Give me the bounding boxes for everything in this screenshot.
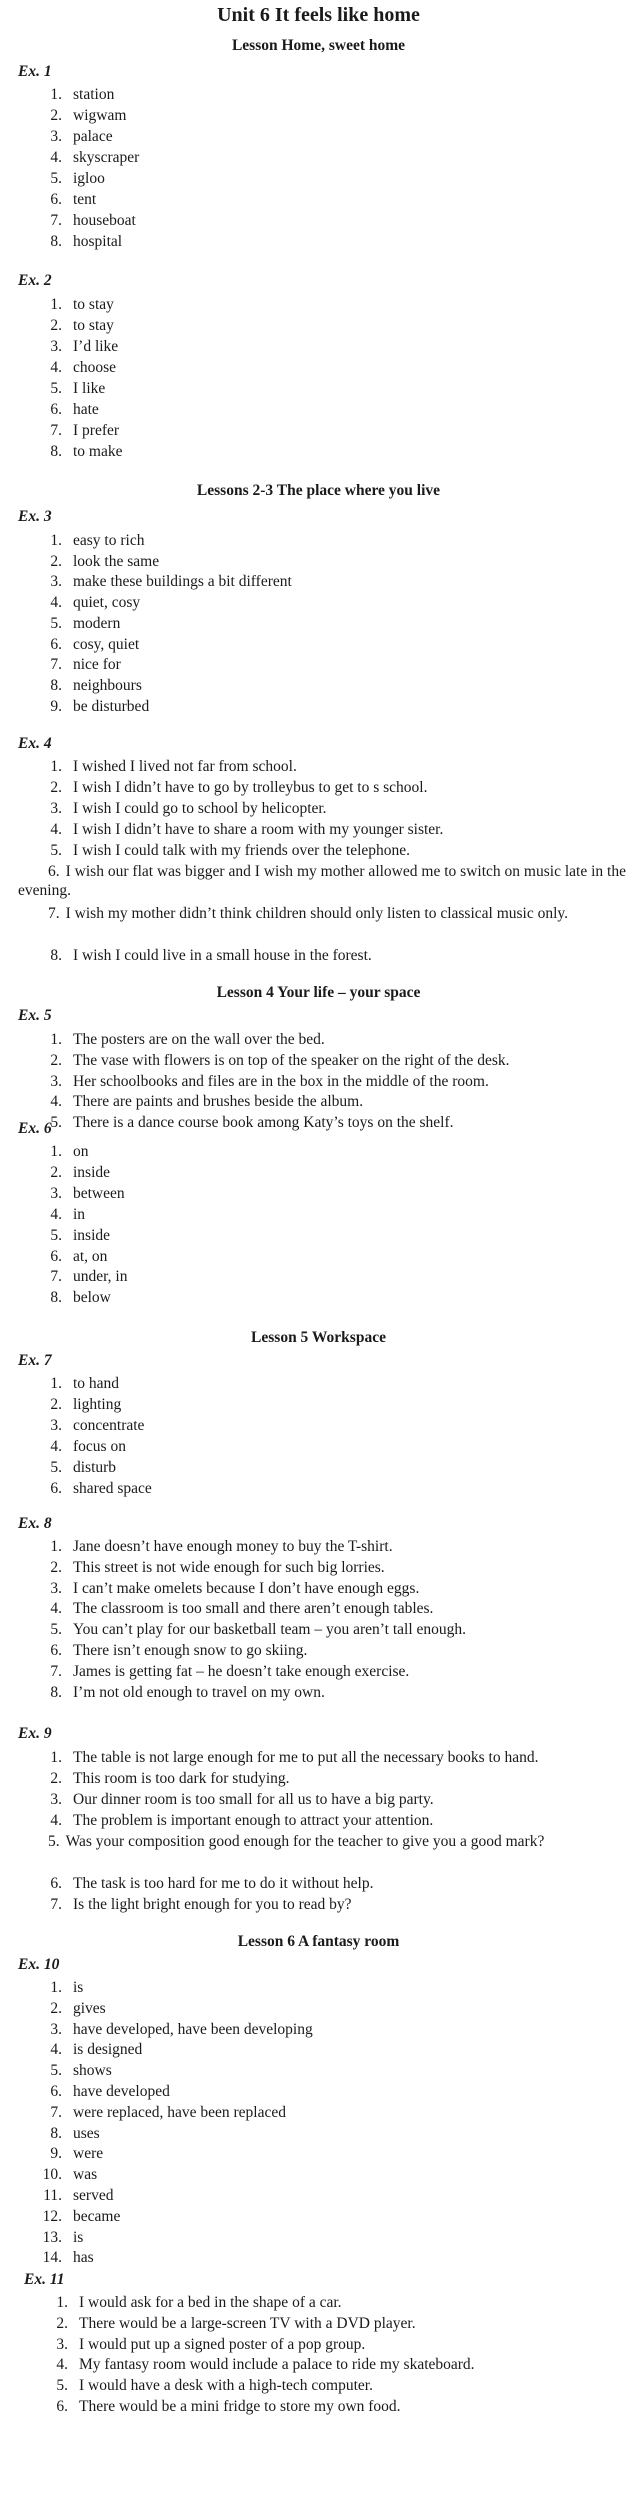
- item-text: My fantasy room would include a palace to ride my skateboard.: [79, 2356, 475, 2374]
- item-number: 4.: [50, 594, 62, 612]
- item-number: 6.: [50, 2083, 62, 2100]
- item-text: to stay: [73, 317, 114, 334]
- item-number: 2.: [50, 107, 62, 124]
- item-text: were replaced, have been replaced: [73, 2103, 286, 2121]
- item-number: 4.: [50, 2041, 62, 2059]
- item-number: 4.: [50, 1093, 62, 1111]
- item-text: to hand: [73, 1375, 120, 1392]
- item-text: look the same: [73, 552, 160, 570]
- item-text: I’d like: [73, 338, 119, 355]
- item-number: 5.: [50, 1226, 62, 1244]
- lesson-title-home: Lesson Home, sweet home: [231, 37, 406, 54]
- list-item: 7. I wish my mother didn’t think children should only listen to classical music only.: [48, 905, 569, 922]
- item-number: 4.: [50, 149, 62, 166]
- item-number: 3.: [50, 1184, 62, 1202]
- item-number: 6.: [50, 635, 62, 653]
- item-text: There isn’t enough snow to go skiing.: [73, 1642, 308, 1659]
- item-text: were: [73, 2145, 104, 2163]
- item-number: 11.: [43, 2187, 62, 2204]
- item-number: 5.: [50, 170, 62, 187]
- exercise-label: Ex. 5: [18, 1007, 52, 1024]
- item-text: focus on: [73, 1438, 126, 1455]
- item-text: James is getting fat – he doesn’t take enough exercise.: [73, 1662, 410, 1680]
- item-text: palace: [73, 128, 113, 145]
- exercise-label: Ex. 10: [18, 1956, 60, 1973]
- item-number: 5.: [56, 2377, 68, 2395]
- item-text: I would ask for a bed in the shape of a car.: [79, 2294, 342, 2311]
- item-text: modern: [73, 614, 121, 632]
- lesson-title-your-life: Lesson 4 Your life – your space: [216, 984, 421, 1001]
- item-text: station: [73, 86, 115, 103]
- item-number: 5.: [50, 380, 62, 397]
- item-text: in: [73, 1205, 86, 1223]
- item-number: 3.: [50, 1072, 62, 1090]
- item-text: I prefer: [73, 422, 120, 439]
- item-text: disturb: [73, 1459, 117, 1476]
- item-number: 6.: [56, 2398, 68, 2415]
- item-text: skyscraper: [73, 149, 140, 166]
- item-text: was: [73, 2166, 98, 2184]
- item-number: 1.: [50, 532, 62, 549]
- item-number: 6.: [50, 401, 62, 418]
- item-number: 2.: [50, 552, 62, 570]
- item-text: gives: [73, 1999, 106, 2017]
- item-number: 8.: [50, 233, 62, 250]
- item-text: inside: [73, 1226, 111, 1244]
- item-text: became: [73, 2207, 121, 2225]
- item-text: hospital: [73, 233, 123, 250]
- item-number: 5.: [50, 1621, 62, 1639]
- item-text: wigwam: [73, 107, 127, 124]
- item-number: 2.: [50, 1558, 62, 1576]
- item-number: 7.: [50, 1662, 62, 1680]
- item-text: at, on: [73, 1247, 108, 1265]
- item-number: 8.: [50, 2124, 62, 2142]
- item-text: shows: [73, 2062, 112, 2080]
- item-text: houseboat: [73, 212, 136, 229]
- item-number: 10.: [42, 2166, 62, 2184]
- item-number: 5.: [50, 2062, 62, 2080]
- item-text: concentrate: [73, 1417, 145, 1434]
- item-number: 1.: [56, 2294, 68, 2311]
- exercise-label: Ex. 3: [18, 508, 52, 525]
- item-text: I would have a desk with a high-tech computer.: [79, 2377, 373, 2395]
- item-number: 6.: [50, 1247, 62, 1265]
- lesson-title-fantasy-room: Lesson 6 A fantasy room: [237, 1933, 400, 1950]
- item-number: 6.: [50, 1642, 62, 1659]
- item-text: I like: [73, 380, 106, 397]
- item-text: make these buildings a bit different: [73, 573, 292, 591]
- item-text: The classroom is too small and there aren’t enough tables.: [73, 1600, 434, 1618]
- item-text: Her schoolbooks and files are in the box in the middle of the room.: [73, 1072, 489, 1090]
- item-text: below: [73, 1289, 111, 1307]
- item-number: 9.: [50, 697, 62, 715]
- item-number: 2.: [50, 317, 62, 334]
- item-number: 4.: [50, 1205, 62, 1223]
- item-number: 8.: [50, 1289, 62, 1307]
- item-text: shared space: [73, 1480, 152, 1497]
- item-text: I would put up a signed poster of a pop group.: [79, 2335, 366, 2353]
- item-number: 7.: [50, 422, 62, 439]
- item-text: You can’t play for our basketball team – you aren’t tall enough.: [73, 1621, 467, 1639]
- list-item: 6. I wish our flat was bigger and I wish my mother allowed me to switch on music late in the evening.: [18, 863, 626, 899]
- item-text: There would be a large-screen TV with a DVD player.: [79, 2314, 416, 2332]
- item-number: 2.: [50, 1051, 62, 1069]
- item-number: 8.: [50, 443, 62, 460]
- exercise-label: Ex. 2: [18, 272, 52, 289]
- item-text: to make: [73, 443, 123, 460]
- item-number: 2.: [56, 2314, 68, 2332]
- item-number: 12.: [42, 2207, 62, 2225]
- item-number: 3.: [50, 573, 62, 591]
- item-number: 1.: [50, 1031, 62, 1048]
- item-number: 1.: [50, 1375, 62, 1392]
- item-text: The vase with flowers is on top of the speaker on the right of the desk.: [73, 1051, 510, 1069]
- exercise-label: Ex. 7: [18, 1352, 52, 1369]
- item-number: 6.: [50, 191, 62, 208]
- item-number: 3.: [56, 2335, 68, 2353]
- item-number: 3.: [50, 128, 62, 145]
- item-text: under, in: [73, 1268, 128, 1286]
- item-number: 7.: [50, 1268, 62, 1286]
- item-text: inside: [73, 1163, 111, 1181]
- item-text: cosy, quiet: [73, 635, 140, 653]
- item-number: 2.: [50, 1163, 62, 1181]
- list-item: 5. Was your composition good enough for the teacher to give you a good mark?: [48, 1833, 545, 1850]
- item-number: 7.: [50, 656, 62, 674]
- item-number: 2.: [50, 1999, 62, 2017]
- lesson-title-workspace: Lesson 5 Workspace: [251, 1329, 386, 1346]
- item-text: have developed: [73, 2083, 170, 2100]
- item-text: There is a dance course book among Katy’s toys on the shelf.: [73, 1114, 454, 1132]
- item-number: 5.: [50, 614, 62, 632]
- item-number: 5.: [50, 1114, 62, 1132]
- item-text: choose: [73, 359, 117, 376]
- item-text: be disturbed: [73, 697, 150, 715]
- item-number: 3.: [50, 1579, 62, 1597]
- item-text: I can’t make omelets because I don’t have enough eggs.: [73, 1579, 420, 1597]
- item-number: 4.: [56, 2356, 68, 2374]
- item-text: quiet, cosy: [73, 594, 141, 612]
- item-number: 7.: [50, 212, 62, 229]
- item-text: I’m not old enough to travel on my own.: [73, 1683, 325, 1701]
- item-text: tent: [73, 191, 97, 208]
- item-number: 1.: [50, 296, 62, 313]
- unit-title: Unit 6 It feels like home: [217, 4, 420, 26]
- item-number: 8.: [50, 1683, 62, 1701]
- item-text: This street is not wide enough for such big lorries.: [73, 1558, 385, 1576]
- item-text: The posters are on the wall over the bed.: [73, 1031, 325, 1048]
- item-number: 5.: [50, 1459, 62, 1476]
- exercise-label: Ex. 9: [18, 1725, 52, 1742]
- item-text: uses: [73, 2124, 100, 2142]
- item-text: on: [73, 1143, 89, 1160]
- item-number: 4.: [50, 359, 62, 376]
- item-text: There are paints and brushes beside the album.: [73, 1093, 364, 1111]
- item-number: 3.: [50, 2020, 62, 2038]
- item-text: lighting: [73, 1396, 122, 1413]
- item-number: 13.: [42, 2228, 62, 2246]
- item-text: has: [73, 2249, 94, 2267]
- item-text: served: [73, 2187, 114, 2204]
- item-text: is: [73, 1979, 84, 1996]
- item-text: is: [73, 2228, 84, 2246]
- answer-key-page: Unit 6 It feels like home Lesson Home, sweet home Ex. 1 1. station 2. wigwam 3. palace 4. skyscraper 5. igloo 6. tent 7. houseboat 8. hospital Ex. 2 1. to stay 2. to stay 3. I’d like 4. choose 5. I like 6. hate 7. I prefer 8. to make Lessons 2-3 The place where you live Ex. 3 1. easy to rich 2. look the same 3. make these buildings a bit different 4. quiet, cosy 5. modern 6. cosy, quiet 7. nice for 8. neighbours 9. be disturbed Ex. 4 1. I wished I lived not far from school. 2. I wish I didn’t have to go by trolleybus to get to s school. 3. I wish I could go to school by helicopter. 4. I wish I didn’t have to share a room with my younger sister. 5. I wish I could talk with my friends over the telephone. 6. I wish our flat was bigger and I wish my mother allowed me to switch on music late in the evening. 7. I wish my mother didn’t think children should only listen to classical music only. 8. I wish I could live in a small house in the forest. Lesson 4 Your life – your space Ex. 5 1. The posters are on the wall over the bed. 2. The vase with flowers is on top of the speaker on the right of the desk. 3. Her schoolbooks and files are in the box in the middle of the room. 4. There are paints and brushes beside the album. 5. There is a dance course book among Katy’s toys on the shelf. Ex. 6 1. on 2. inside 3. between 4. in 5. inside 6. at, on 7. under, in 8. below Lesson 5 Workspace Ex. 7 1. to hand 2. lighting 3. concentrate 4. focus on 5. disturb 6. shared space Ex. 8 1. Jane doesn’t have enough money to buy the T-shirt. 2. This street is not wide enough for such big lorries. 3. I can’t make omelets because I don’t have enough eggs. 4. The classroom is too small and there aren’t enough tables. 5. You can’t play for our basketball team – you aren’t tall enough. 6. There isn’t enough snow to go skiing. 7. James is getting fat – he doesn’t take enough exercise. 8. I’m not old enough to travel on my own. Ex. 9 1. The table is not large enough for me to put all the necessary books to hand. 2. This room is too dark for studying. 3. Our dinner room is too small for all us to have a big party. 4. The problem is important enough to attract your attention. 5. Was your composition good enough for the teacher to give you a good mark? 6. The task is too hard for me to do it without help. 7. Is the light bright enough for you to read by? Lesson 6 A fantasy room Ex. 10 1. is 2. gives 3. have developed, have been developing 4. is designed 5. shows 6. have developed 7. were replaced, have been replaced 8. uses 9. were 10. was 11. served 12. became 13. is 14. has Ex. 11 1. I would ask for a bed in the shape of a car. 2. There would be a large-screen TV with a DVD player. 3. I would put up a signed poster of a pop group. 4. My fantasy room would include a palace to ride my skateboard. 5. I would have a desk with a high-tech computer. 6. There would be a mini fridge to store my own food.: [0, 0, 637, 2519]
- item-text: to stay: [73, 296, 114, 313]
- item-number: 14.: [42, 2249, 62, 2267]
- item-number: 8.: [50, 676, 62, 694]
- lesson-title-place: Lessons 2-3 The place where you live: [196, 482, 441, 499]
- item-text: is designed: [73, 2041, 143, 2059]
- item-text: neighbours: [73, 676, 142, 694]
- item-text: There would be a mini fridge to store my own food.: [79, 2398, 401, 2415]
- item-text: easy to rich: [73, 532, 145, 549]
- item-text: between: [73, 1184, 125, 1202]
- item-number: 4.: [50, 1600, 62, 1618]
- item-number: 1.: [50, 86, 62, 103]
- item-text: Jane doesn’t have enough money to buy the T-shirt.: [73, 1538, 393, 1555]
- item-number: 6.: [50, 1480, 62, 1497]
- item-number: 9.: [50, 2145, 62, 2163]
- item-number: 3.: [50, 1417, 62, 1434]
- item-text: igloo: [73, 170, 105, 187]
- item-number: 2.: [50, 1396, 62, 1413]
- item-number: 1.: [50, 1143, 62, 1160]
- item-text: have developed, have been developing: [73, 2020, 313, 2038]
- item-text: nice for: [73, 656, 121, 674]
- exercise-label: Ex. 1: [18, 63, 52, 80]
- item-number: 1.: [50, 1979, 62, 1996]
- exercise-label: Ex. 6: [18, 1120, 52, 1137]
- item-number: 1.: [50, 1538, 62, 1555]
- exercise-label: Ex. 11: [24, 2271, 65, 2288]
- item-text: hate: [73, 401, 99, 418]
- item-number: 3.: [50, 338, 62, 355]
- exercise-label: Ex. 8: [18, 1515, 52, 1532]
- exercise-label: Ex. 4: [18, 735, 52, 752]
- item-number: 4.: [50, 1438, 62, 1455]
- item-number: 7.: [50, 2103, 62, 2121]
